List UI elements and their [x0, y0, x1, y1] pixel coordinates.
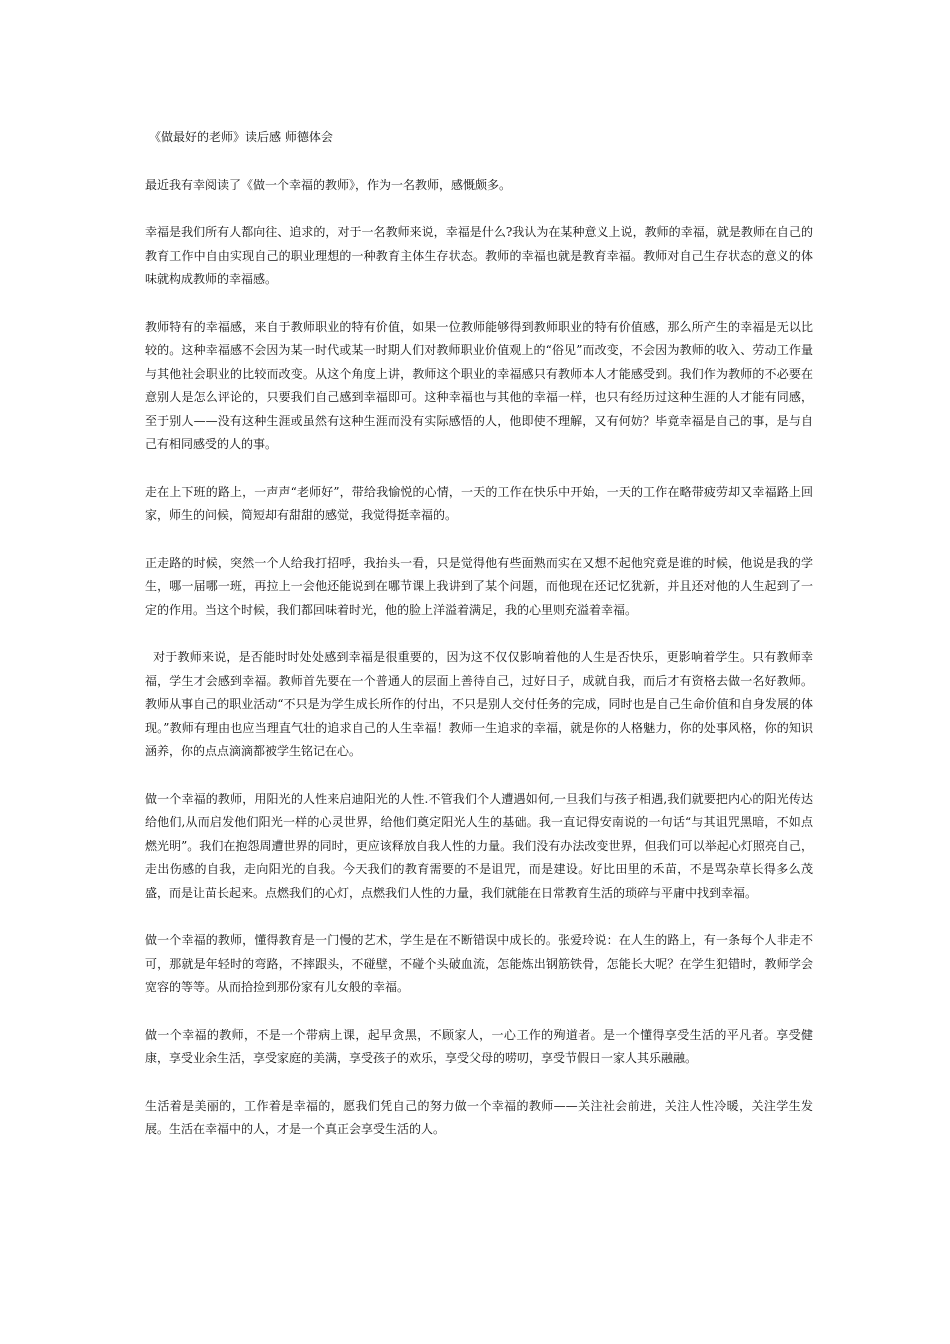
- paragraph-8: 做一个幸福的教师，懂得教育是一门慢的艺术，学生是在不断错误中成长的。张爱玲说：在人生的路上，有一条每个人非走不可，那就是年轻时的弯路，不摔跟头，不碰壁，不碰个头破血流，怎能炼出钢筋铁骨，怎能长大呢？在学生犯错时，教师学会宽容的等等。从而拾捡到那份家有儿女般的幸福。: [145, 933, 813, 994]
- paragraph-3: 教师特有的幸福感，来自于教师职业的特有价值，如果一位教师能够得到教师职业的特有价值感，那么所产生的幸福是无以比较的。这种幸福感不会因为某一时代或某一时期人们对教师职业价值观上的“俗见”而改变，不会因为教师的收入、劳动工作量与其他社会职业的比较而改变。从这个角度上讲，教师这个职业的幸福感只有教师本人才能感受到。我们作为教师的不必要在意别人是怎么评论的，只要我们自己感到幸福即可。这种幸福也与其他的幸福一样，也只有经历过这种生涯的人才能有同感，至于别人——没有这种生涯或虽然有这种生涯而没有实际感悟的人，他即使不理解，又有何妨？毕竟幸福是自己的事，是与自己有相同感受的人的事。: [145, 319, 813, 451]
- document-body: [145, 126, 813, 1166]
- paragraph-4: 走在上下班的路上，一声声“老师好”，带给我愉悦的心情，一天的工作在快乐中开始，一天的工作在略带疲劳却又幸福路上回家，师生的问候，简短却有甜甜的感觉，我觉得挺幸福的。: [145, 484, 813, 522]
- paragraph-5: 正走路的时候，突然一个人给我打招呼，我抬头一看，只是觉得他有些面熟而实在又想不起他究竟是谁的时候，他说是我的学生，哪一届哪一班，再拉上一会他还能说到在哪节课上我讲到了某个问题，而他现在还记忆犹新，并且还对他的人生起到了一定的作用。当这个时候，我们都回味着时光，他的脸上洋溢着满足，我的心里则充溢着幸福。: [145, 555, 813, 617]
- paragraph-7: 做一个幸福的教师，用阳光的人性来启迪阳光的人性.不管我们个人遭遇如何,一旦我们与孩子相遇,我们就要把内心的阳光传达给他们,从而启发他们阳光一样的心灵世界，给他们奠定阳光人生的基础。我一直记得安南说的一句话“与其诅咒黑暗，不如点燃光明”。我们在抱怨周遭世界的同时，更应该释放自我人性的力量。我们没有办法改变世界，但我们可以举起心灯照亮自己，走出伤感的自我，走向阳光的自我。今天我们的教育需要的不是诅咒，而是建设。好比田里的禾苗，不是骂杂草长得多么茂盛，而是让苗长起来。点燃我们的心灯，点燃我们人性的力量，我们就能在日常教育生活的琐碎与平庸中找到幸福。: [145, 791, 813, 900]
- paragraph-1: 最近我有幸阅读了《做一个幸福的教师》，作为一名教师，感慨颇多。: [145, 177, 512, 192]
- paragraph-2: 幸福是我们所有人都向往、追求的，对于一名教师来说，幸福是什么?我认为在某种意义上说，教师的幸福，就是教师在自己的教育工作中自由实现自己的职业理想的一种教育主体生存状态。教师的幸福也就是教育幸福。教师对自己生存状态的意义的体味就构成教师的幸福感。: [145, 225, 813, 286]
- paragraph-6: 对于教师来说，是否能时时处处感到幸福是很重要的，因为这不仅仅影响着他的人生是否快乐，更影响着学生。只有教师幸福，学生才会感到幸福。教师首先要在一个普通人的层面上善待自己，过好日子，成就自我，而后才有资格去做一名好教师。教师从事自己的职业活动“不只是为学生成长所作的付出，不只是别人交付任务的完成，同时也是自己生命价值和自身发展的体现。”教师有理由也应当理直气壮的追求自己的人生幸福！教师一生追求的幸福，就是你的人格魅力，你的处事风格，你的知识涵养，你的点点滴滴都被学生铭记在心。: [145, 650, 813, 758]
- paragraph-10: 生活着是美丽的，工作着是幸福的，愿我们凭自己的努力做一个幸福的教师——关注社会前进，关注人性冷暖，关注学生发展。生活在幸福中的人，才是一个真正会享受生活的人。: [145, 1098, 813, 1136]
- paragraph-9: 做一个幸福的教师，不是一个带病上课，起早贪黑，不顾家人，一心工作的殉道者。是一个懂得享受生活的平凡者。享受健康，享受业余生活，享受家庭的美满，享受孩子的欢乐，享受父母的唠叨，享受节假日一家人其乐融融。: [145, 1027, 813, 1065]
- document-title: 《做最好的老师》读后感 师德体会: [149, 130, 333, 144]
